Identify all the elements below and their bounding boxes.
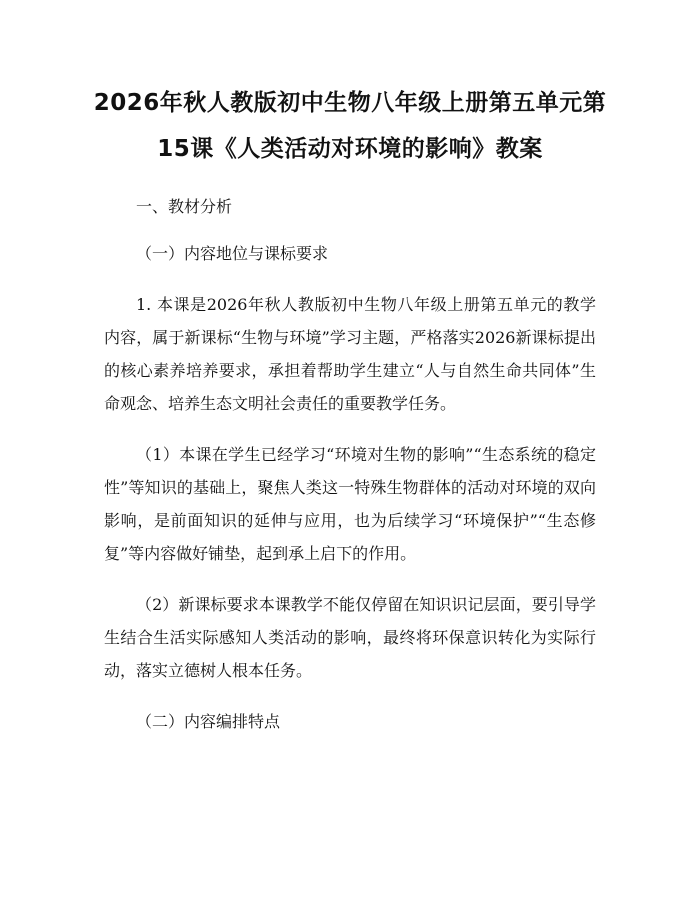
subsection-heading-position: （一）内容地位与课标要求 (136, 244, 329, 263)
document-title: 2026年秋人教版初中生物八年级上册第五单元第15课《人类活动对环境的影响》教案 (93, 90, 607, 162)
document-body (104, 190, 596, 756)
paragraph-3: （2）新课标要求本课教学不能仅停留在知识识记层面，要引导学生结合生活实际感知人类活动的影响，最终将环保意识转化为实际行动，落实立德树人根本任务。 (104, 595, 596, 680)
subsection-heading-arrangement: （二）内容编排特点 (136, 712, 281, 731)
section-heading-textbook-analysis: 一、教材分析 (136, 197, 233, 216)
paragraph-2: （1）本课在学生已经学习“环境对生物的影响”“生态系统的稳定性”等知识的基础上，聚焦人类这一特殊生物群体的活动对环境的双向影响，是前面知识的延伸与应用，也为后续学习“环境保护”“生态修复”等内容做好铺垫，起到承上启下的作用。 (104, 445, 596, 563)
paragraph-1: 1. 本课是2026年秋人教版初中生物八年级上册第五单元的教学内容，属于新课标“生物与环境”学习主题，严格落实2026新课标提出的核心素养培养要求，承担着帮助学生建立“人与自然生命共同体”生命观念、培养生态文明社会责任的重要教学任务。 (104, 295, 596, 413)
